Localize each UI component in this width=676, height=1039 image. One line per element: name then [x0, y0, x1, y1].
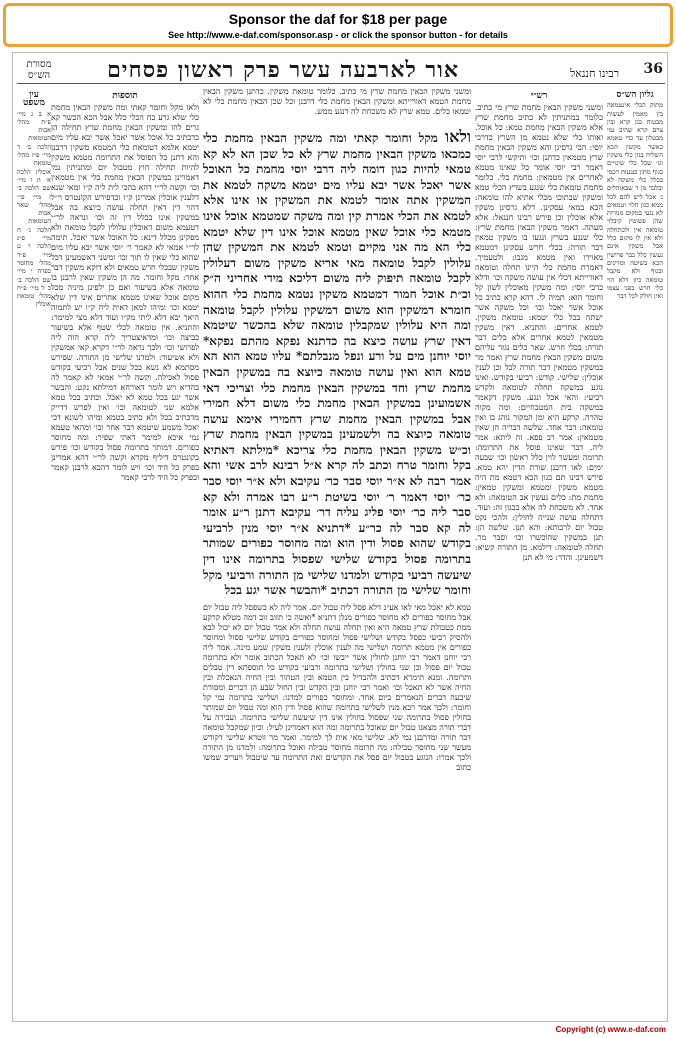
tosafot-column — [51, 87, 199, 1015]
page-header — [13, 57, 669, 83]
rashi-text: ומשני משקין הבאין מחמת שרץ מי כתיב. כלומר במתניתין לא כתיב מחמת שרץ אלא משקין הבאין מחמת טמא: כל אוכל. ואותו כלי שלא נטמא מן השרץ כדרבי יוסי: הכי גרסינן והא משקין הבאין מחמת שרץ מטמאין כדתנן וכו׳ ותיקשי לרבי יוסי דאמר רבי יוסי אומר כל שאינו מטמא לאחרים אין מטמאין: מחמת כלי. כלומר מחמת טומאת כלי שנגע בשרץ הכלי טמא ומשקין שבתוכו מכלי אתיא להו טומאה: הכא במאי עסקינן. דלא גרסינן משקין אלא אוכלין וכן פירש רבינו חננאל: אלא מעתה. דאמר משקין הבאין מחמת שרץ: כלי שנגע בשרץ ונגעו בו משקין טמאין דבר תורה: בכלי חרש עסקינן דמטמא מאוירו ואין מטמא מגבו: ולטעמיך. דאמרת מחמת כלי היינו תחלה וטומאה דאורייתא דכלי אין עושה משקה וכו׳ ודלא כרבי יוסי: ומה משקין מאוכלין לשון קל וחומר הוא: תמיה לי. דהא קרא כתיב כל אוכל אשר יאכל ובו׳ וכל משקה אשר ישתה בכל כלי יטמא: טומאת משקין. לטמא אחרים: והתניא. דאין משקין מטמאין לטמא אחרים אלא כלים דבר תורה: בכלי חרש. שאר כלים נגזר עליהם משום משקין הבאין מחמת שרץ ואמר מר במשקין מטמאין דבר תורה לכל וכן לענין אוכלין: שלישי. קודש: רביעי בקודש. ואינו נוגע במשקה תחלה לטומאה ולקדש רביעי: והאי אכל ונגע. משקין דקאמר במשקה בית המטבחיים: ומה מקוה טהרה. קרקע היא ומן המקור נוהג בו ואין טומאה: דבר אחר. שלשה דבריה הן שאין מטמאין: אמר רב פפא. זה ליתא: אמר ליה. דבר שאינו פוסל את התרומה: תרומה ומעשר לוין כלל ראשון וכו׳ שבעה ימים: לאו דרבנן שורת הדין יהא טמא. פירש רבינו תם כגון הכא דטמא מת היה מטמא משקין ומטמא ומשקין טמאין: מחמת מת: כלים נעשין אב הטומאה: ולא אחד. לא משכחת לה אלא בכגון זה: ועוד. דתחלה עושה שנייה לחולין: ולהכי נקט טבול יום לרבותא: והא תנן. שלשה הן: תנן במשקין שהוכשרו וכו׳ וסבר מר. תחלה לטומאה: דילמא. מן התורה קשיא: דשמעינן. והדר: מי לא תנן — [475, 103, 603, 562]
ein-mishpat-heading: עין משפט — [22, 90, 46, 109]
gemara-opening-word: ולאו — [445, 129, 471, 146]
rashi-column — [475, 87, 603, 1015]
gemara-top-commentary — [203, 87, 471, 129]
gemara-text: מקל וחומר קאתי ומה משקין הבאין מחמת כלי כמכאו משקין הבאין מחמת שרץ לא כל שכן הא לא קא טמאי להיות כגון דומה ליה דרבי יוסי מחמת כל האוכל אשר יאכל אשר יבא עליו מים יטמא משקה לטמא את המשקין אתה אומר לטמא את המשקין או אינו אלא לטמא את הכלי אמרת קין ומה משקה שמטמא אוכל אינו מטמא כלי אוכל שאין מטמא אוכל אינו דין שלא יטמא כלי הא מה אני מקיים וטמא לטמא את המשקין שהן עלולין לקבל טומאה מאי אריא משקין משום דעלולין לקבל טומאה תיפוק ליה משום דליכא מידי אחריני ה״ק וכ״ת אוכל חמור דמטמא משקין נטמא מחמת כלי ההוא חומרא דמשקין הוא משום דמשקין עלולין לקבל טומאה ומה היא עלולין שמקבלין טומאה שלא בהכשר שיטמא דאין שרץ עושה כיצא בה כדתנא נפקא מהתם נפקא* יוסי יוחנן מים על ורע ונפל מנבלתם* עליו טמא הוא הא טמא הוא ואין עושה טומאה כיוצא בה במשקין הבאין מחמת שרץ וחד במשקין הבאין מחמת כלי וצריכי דאי אשמועינן במשקין הבאין מחמת כלי משום דלא חמירי אבל במשקין הבאין מחמת שרץ דחמירי אימא עושה טומאה כיוצא בה ולשמעינן במשקין הבאין מחמת שרץ וכ״ש משקין הבאין מחמת כלי צריכא *מילתא דאתיא בקל וחומר טרח וכתב לה קרא א״ל רבינא לרב אשי והא אמר רבה לא א״ר יוסי סבר כר׳ עקיבא ולא א״ר יוסי סבר כר׳ יוסי דאמר ר׳ יוסי בשיטת ר״ע רבו אמרה ולא קא סבר ליה כר׳ יוסי פליג עליה דר׳ עקיבא דתנן ר״ע אומר לה קא סבר לה כר״ע *דתניא א״ר יוסי מנין לרביעי בקודש שהוא פסול ודין הוא ומה מחוסר כפורים שמותר בתרומה פסול בקודש שלישי שפסול בתרומה אינו דין שיעשה רביעי בקודש ולמדנו שלישי מן התורה ורביעי מקל וחומר שלישי מן התורה דכתיב *והבשר אשר יגע בכל — [203, 131, 471, 598]
ein-mishpat-column — [17, 87, 51, 1015]
bottom-block-text: טמא לא יאכל מאי לאו אע״ג דלא פסל ליה טבול יום. אמר ליה לא כשפסל ליה טבול יום אבל מחוסר כפורים לא מחוסר כפורים מנלן דתניא *ואשה כי תזוב זוב דמה מטלא קרקע ממת כטבולת שרץ טמאה היא ואין תחלה עושה תחלה ולא אמר טבול יום לא יכול לבא ולהסיק רביעי כפסל בקודש ושלישי פסול ומחוסר כפורים בקודש שלישי פסול ומחוסר כפורים אין מטמא תרומה ושלישי מה לענין אוכלין ולענין משקין שמע מינה. אמר ליה רבי יוחנן דאמר רבי יוחנן לחולין אשר ייבשו וכו׳ לא תאכל הכתוב אומר ולא בתרומה טבול יום פסול וכן שני בחולין ושלישי בתרומה ורביעי בקודש כל תוספתא דין טבלים ותרומה. ומנא תימרא דכתיב ולהבדיל בין הטמא ובין הטהור ובין החיה הנאכלת ובין החיה אשר לא תאכל וכו׳ ואמר רבי יוחנן ובין הקדש ובין החול שבע הן דברים ומסורת שיבעה דברים הנאמרים ביום אחד. ומחוסר כפורים למדנו: ושלישי בתרומה נמי קל וחומר: ולכך אמר רבא מנין לשלישי בתרומה שהוא פסול ודין הוא ומה טבול יום שמותר בחולין פסול בתרומה שני שפסול בחולין אינו דין שיעשה שלישי בתרומה. ועבירה על דברי תורה מצאנו טבול יום שאוכל בתרומה ומה הוא דאמרינן לעיל: וכיון שמקבל טומאה דבר תורה ומדרבנן נמי לא. שלישי מאי אית לך למימר. ואמר מר זוטרא שלישי דקודש מעשר שני מחוסר טבילה: מה תרומה מחוסר טבילה ואוכל בתרומה: ולמדנו מן התורה ולכך אמרו: הנוגע בטבול יום פסל את הקדשים ואת התרומה עד שיטבול ויעריב שמשו כתוב — [203, 603, 471, 772]
talmud-page — [12, 52, 668, 1022]
gemara-top-text: ומשני משקין הבאין מחמת שרץ מי כתיב. כלומר טומאת משקין. כדתנן משקין הבאין מחמת הטמא דאורייתא ומשקין הבאין מחמת כלי דרבנן וכל שכן הבאין מחמת כלי לא יטמאו כלים. טמא שרץ לא משכחת לה דנגע ממש. — [203, 87, 471, 116]
copyright-notice: Copyright (c) www.e-daf.com — [555, 1025, 666, 1034]
gemara-column — [203, 129, 471, 599]
tosafot-heading: תוספות — [112, 91, 138, 101]
masoret-hashas-label: מסורת הש״ס — [26, 59, 52, 81]
tosafot-text: ולאו מקל וחומר קאתי ומה משקין הבאין מחמת כלי שלא גרע כח הכלי כלל אבל הכא הכשר קא גרים להו ומשקין הבאין מחמת שרץ תחילה הן כדכתיב כל אוכל אשר יאכל אשר יבא עליו מים יטמא אלמא דטומאת כלי המטמא משקין דרבנן והא דתנן כל הפוסל את התרומה מטמא משקין להיות תחילה חוץ מטבול יום ומתניתין נמי דאמרינן במשקין הבאין מחמת כלי אין מטמאין וכו׳ וקשה לר״י דהא בהכי לית ליה ק״ו ומאי שנא דלענין אוכלין אמרינן ק״ו וכדפירש הקונטרס וי״ל דהוי דין דאין תחלה עושה כיוצא בה אבל במשקין אינו בכלל דין זה וכו׳ ונראה לר״י דטעמא משום דאוכלין עלולין לקבל טומאה ולא מפקינן מכלל דינא: כל האוכל אשר יאכל. תימה לר״י אמאי לא קאמר ר׳ יוסי אשר יבא עליו מים שהוא כלי שאין לו תוך וכו׳ ומשני דאשמעינן דכל משקין שבכלי חרש טמאים ולא דוקא משקין דבר אחר: מקל וחומר. מה הן משקין שאין לרבנן בו טומאה אלא בשיעור ואם כן ילפינן מיניה מכל מקום אוכל שאינו מטמא אחרים אינו דין שלא יטמא וכו׳ ומיהו למאן דאית ליה ק״ו יש לתמוה היאך יבא דלא ליתי מק״ו ועוד דלא מצי למימר: והתניא. אין טומאה לכלי שטף אלא בשיעור כביצה וכו׳ ומדאיצטריך ליה קרא הוה ליה לפרושי וכו׳ ולכך נראה לר״י דקרא קאי אמשקין ולא אשיעור: ולמדנו שלישי מן התורה. שפירש מסתמא לא נשא בכל שנים אבל רביעי בקודש פסול לאכילה. וקשה לר״י אמאי לא קאמר לה בהדיא ויש לומר דאורחא דמילתא נקט: והבשר אשר יגע בכל טמא לא יאכל. וכתיב בכל טמא אלמא שני לטומאה וכו׳ ואין לפרש דדייק מדכתיב בכל ולא כתיב בטמא ומיהו לשונא דכי יאכל משמע שיטמא דבר אחר וכו׳ ומהאי טעמא נמי איכא למימר דאתי שפיר: ומה מחוסר כפורים. דמותר בתרומה פסול בקודש וכו׳ פירש בקונטרס דיליף מקרא וקשה לר״י דהא אמרינן בפרק כל היד וכו׳ ויש לומר דהכא לרבנן קאמר ובפרק כל היד לרבי קאמר — [51, 103, 199, 482]
sponsor-subtitle: See http://www.e-daf.com/sponsor.asp - or click the sponsor button - for details — [168, 30, 508, 40]
rabbeinu-chananel-column — [607, 87, 663, 1015]
header-divider — [17, 83, 665, 84]
rabbeinu-chananel-label: רבינו חננאל — [570, 67, 619, 80]
page-number: 36 — [643, 61, 663, 77]
rashi-heading: רש״י — [530, 91, 548, 101]
ein-mishpat-text: א ב ג מיי׳ פ״ח מהל׳ אבות הטומאות הלכה ב׳ ד מיי׳ פ״ז מהל׳ טומאת אוכלין הלכה א׳ ה ו מיי׳ שם הלכה ב׳ ז מיי׳ פ״י מהל׳ שאר אבות הטומאות הלכה ג׳ ח מיי׳ פ״ג הלכה ו׳ ט מיי׳ פ״ד מהל׳ מחוסר כפרה י מיי׳ שם הלכה ב׳ כ ל מיי׳ פ״ח מהל׳ טומאת אוכלין — [17, 109, 51, 309]
page-title: אור לארבעה עשר פרק ראשון פסחים — [107, 57, 459, 83]
rabbeinu-chananel-text: מתוק הכלי אינטמאה בין מאמין לעשות מבטוח בגן קרא ובין צרם קרא שהיב נמי מבטלון עד כדי טאמא כאשר מקשין הכא השליח בגון כלי משקין וגו׳ שכל כלי שינויים בגוף מתון כטעות דכמי בכלל כלי משקה לא ובלבד מן ד שבאוהלים נ׳ אכל ליש להם לכל ממא כגון הלוי וטמאים לא נגעי במקום מנורות שהן פשוטין קיבלוי טומאה אין ולכתחלה ולא אין לו מקום כלל אבל משקין אינם נעשין כלל כבר פרושין הכא בשיטה ומדינים ובגוף ולא מקבל טומאה כיון דלא הוי כלי חרש בפני עצמו ואין חולק לכל דבר — [607, 101, 663, 301]
sponsor-title: Sponsor the daf for $18 per page — [228, 11, 448, 27]
gemara-bottom-commentary — [203, 603, 471, 1015]
margin-right-heading: גליון הש״ס — [616, 90, 654, 100]
sponsor-banner[interactable] — [3, 3, 673, 47]
